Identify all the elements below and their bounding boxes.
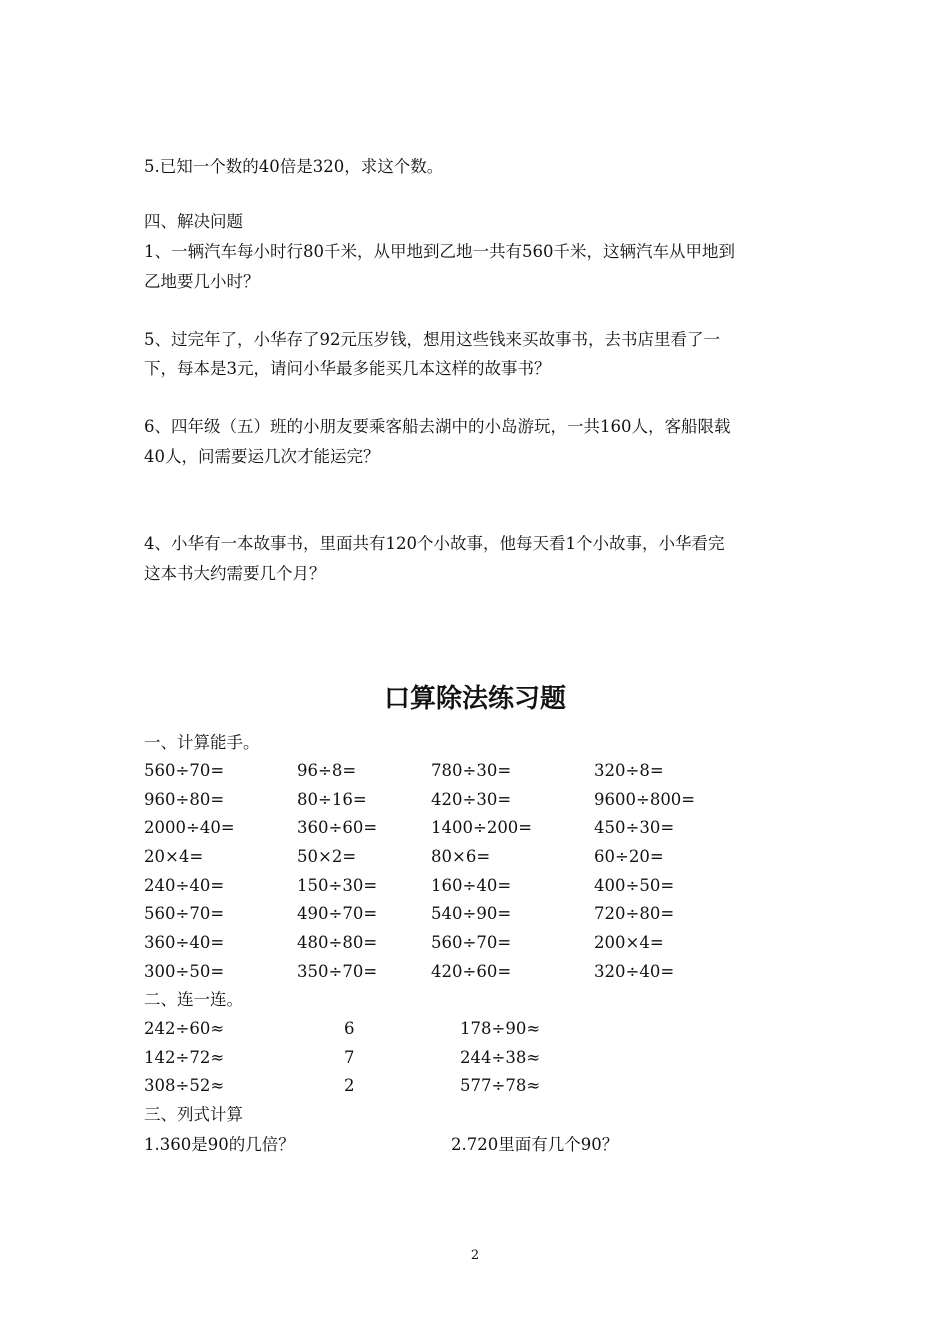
calc-item: 560÷70=	[144, 761, 225, 780]
calc-item: 360÷60=	[297, 818, 378, 838]
match-expression: 244÷38≈	[460, 1047, 541, 1067]
calc-item: 60÷20=	[594, 847, 664, 867]
calc-item: 150÷30=	[297, 875, 378, 895]
problem-6-line-1: 6、四年级（五）班的小朋友要乘客船去湖中的小岛游玩，一共160人，客船限载	[144, 417, 731, 436]
page-title: 口算除法练习题	[383, 684, 566, 714]
calc-item: 960÷80=	[144, 789, 225, 809]
calc-item: 720÷80=	[594, 904, 675, 924]
calc-item: 9600÷800=	[594, 789, 696, 809]
section-heading-3: 三、列式计算	[144, 1105, 243, 1124]
problem-5-line-1: 5、过完年了，小华存了92元压岁钱，想用这些钱来买故事书，去书店里看了一	[144, 330, 720, 349]
calc-item: 350÷70=	[297, 961, 378, 981]
problem-1-line-2: 乙地要几小时？	[144, 272, 260, 291]
match-expression: 242÷60≈	[144, 1019, 225, 1038]
match-expression: 577÷78≈	[460, 1076, 541, 1096]
section-heading-4: 四、解决问题	[144, 212, 243, 231]
calc-item: 360÷40=	[144, 933, 225, 953]
problem-6-line-2: 40人，问需要运几次才能运完？	[144, 447, 380, 466]
question-5: 5.已知一个数的40倍是320，求这个数。	[144, 157, 444, 176]
calc-item: 420÷30=	[431, 789, 512, 809]
calc-item: 200×4=	[594, 933, 664, 953]
match-expression: 178÷90≈	[460, 1019, 541, 1038]
calc-item: 1400÷200=	[431, 818, 533, 838]
calc-item: 540÷90=	[431, 904, 512, 924]
match-number: 6	[344, 1019, 355, 1038]
problem-5-line-2: 下，每本是3元，请问小华最多能买几本这样的故事书？	[144, 359, 551, 378]
problem-4-line-2: 这本书大约需要几个月？	[144, 564, 326, 583]
calc-item: 20×4=	[144, 847, 204, 867]
calc-item: 160÷40=	[431, 875, 512, 895]
calc-item: 780÷30=	[431, 761, 512, 780]
page-number: 2	[470, 1248, 480, 1263]
match-expression: 142÷72≈	[144, 1047, 225, 1067]
calc-item: 96÷8=	[297, 761, 357, 780]
question-3-1: 1.360是90的几倍？	[144, 1135, 295, 1154]
match-expression: 308÷52≈	[144, 1076, 225, 1096]
match-number: 2	[344, 1076, 355, 1096]
calc-item: 320÷8=	[594, 761, 664, 780]
calc-item: 50×2=	[297, 847, 357, 867]
calc-item: 420÷60=	[431, 961, 512, 981]
match-number: 7	[344, 1047, 355, 1067]
calc-item: 490÷70=	[297, 904, 378, 924]
question-3-2: 2.720里面有几个90？	[451, 1135, 619, 1154]
section-heading-1: 一、计算能手。	[144, 733, 260, 752]
calc-item: 480÷80=	[297, 933, 378, 953]
problem-4-line-1: 4、小华有一本故事书，里面共有120个小故事，他每天看1个小故事，小华看完	[144, 534, 725, 553]
calc-item: 560÷70=	[144, 904, 225, 924]
calc-item: 240÷40=	[144, 875, 225, 895]
calc-item: 560÷70=	[431, 933, 512, 953]
calc-item: 400÷50=	[594, 875, 675, 895]
problem-1-line-1: 1、一辆汽车每小时行80千米，从甲地到乙地一共有560千米，这辆汽车从甲地到	[144, 242, 735, 261]
calc-item: 80×6=	[431, 847, 491, 867]
calc-item: 2000÷40=	[144, 818, 235, 838]
section-heading-2: 二、连一连。	[144, 990, 243, 1009]
calc-item: 80÷16=	[297, 789, 367, 809]
calc-item: 320÷40=	[594, 961, 675, 981]
calc-item: 300÷50=	[144, 961, 225, 981]
calc-item: 450÷30=	[594, 818, 675, 838]
